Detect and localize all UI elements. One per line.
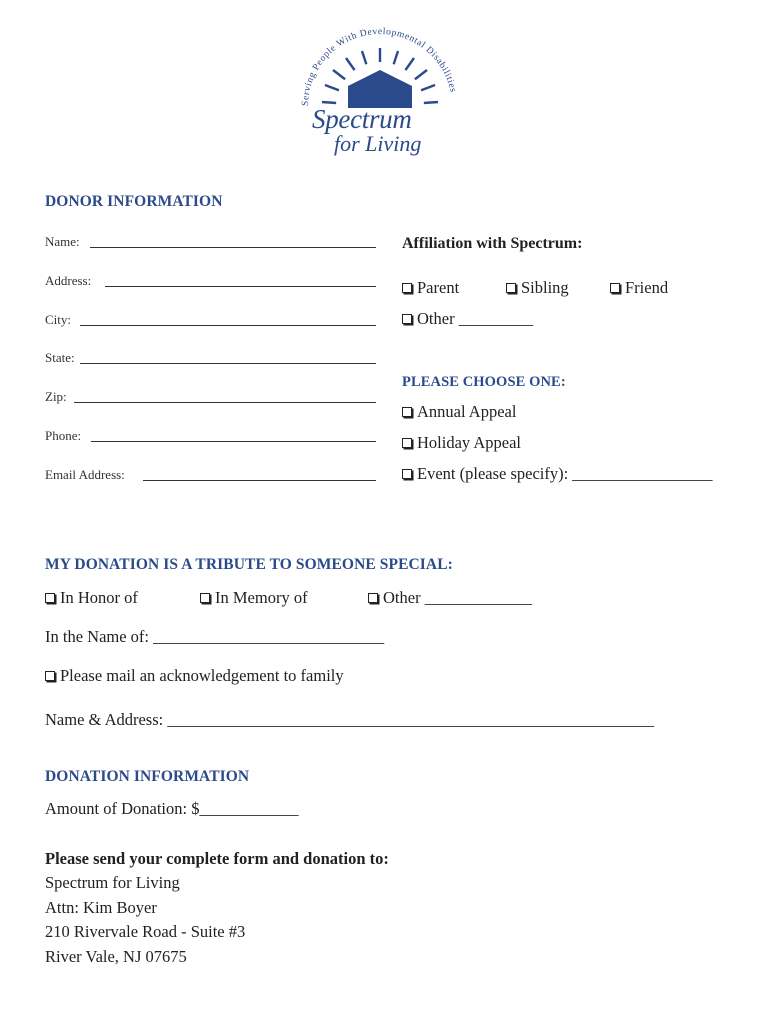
tribute-heading: MY DONATION IS A TRIBUTE TO SOMEONE SPECIAL: xyxy=(45,556,453,573)
annual-label: Annual Appeal xyxy=(417,402,517,421)
address-label: Address: xyxy=(45,273,92,288)
send-line-3: 210 Rivervale Road - Suite #3 xyxy=(45,922,246,941)
parent-label: Parent xyxy=(417,278,460,297)
tribute-other-label: Other _____________ xyxy=(383,588,532,607)
send-line-1: Spectrum for Living xyxy=(45,873,180,892)
other-checkbox[interactable] xyxy=(402,314,412,324)
affiliation-other[interactable] xyxy=(402,309,533,329)
parent-checkbox[interactable] xyxy=(402,283,412,293)
memory-label: In Memory of xyxy=(215,588,308,607)
sibling-checkbox[interactable] xyxy=(506,283,516,293)
name-label: Name: xyxy=(45,234,80,249)
choose-annual[interactable] xyxy=(402,402,516,422)
logo-sunburst-icon xyxy=(290,18,470,118)
honor-checkbox[interactable] xyxy=(45,593,55,603)
phone-field[interactable] xyxy=(91,441,376,442)
city-label: City: xyxy=(45,312,72,327)
zip-label: Zip: xyxy=(45,389,67,404)
tribute-other-checkbox[interactable] xyxy=(368,593,378,603)
name-field[interactable] xyxy=(90,247,376,248)
state-field[interactable] xyxy=(80,363,376,364)
zip-field[interactable] xyxy=(74,402,376,403)
holiday-checkbox[interactable] xyxy=(402,438,412,448)
amount-field[interactable]: Amount of Donation: $____________ xyxy=(45,799,299,818)
mail-ack-label: Please mail an acknowledgement to family xyxy=(60,666,344,685)
logo-title: Spectrum xyxy=(312,104,412,134)
affiliation-parent[interactable] xyxy=(402,278,459,298)
donation-heading: DONATION INFORMATION xyxy=(45,768,250,785)
holiday-label: Holiday Appeal xyxy=(417,433,522,452)
annual-checkbox[interactable] xyxy=(402,407,412,417)
choose-event[interactable] xyxy=(402,464,713,484)
tribute-memory[interactable] xyxy=(200,588,308,608)
affiliation-sibling[interactable] xyxy=(506,278,569,298)
honor-label: In Honor of xyxy=(60,588,138,607)
logo xyxy=(290,18,470,158)
tribute-honor[interactable] xyxy=(45,588,138,608)
donor-heading: DONOR INFORMATION xyxy=(45,193,223,210)
phone-label: Phone: xyxy=(45,428,82,443)
address-field[interactable] xyxy=(105,286,376,287)
choose-holiday[interactable] xyxy=(402,433,521,453)
affiliation-heading: Affiliation with Spectrum: xyxy=(402,235,583,252)
choose-heading: PLEASE CHOOSE ONE: xyxy=(402,374,566,390)
mail-ack[interactable] xyxy=(45,666,344,686)
friend-checkbox[interactable] xyxy=(610,283,620,293)
email-label: Email Address: xyxy=(45,467,125,482)
logo-arc-text: Serving People With Developmental Disabilities xyxy=(300,26,458,107)
city-field[interactable] xyxy=(80,325,376,326)
logo-subtitle: for Living xyxy=(334,131,422,156)
name-address-field[interactable]: Name & Address: ___________________________________________________________ xyxy=(45,710,655,729)
in-name-of-field[interactable]: In the Name of: ____________________________ xyxy=(45,627,385,646)
mail-ack-checkbox[interactable] xyxy=(45,671,55,681)
send-heading: Please send your complete form and donation to: xyxy=(45,849,389,868)
send-line-4: River Vale, NJ 07675 xyxy=(45,947,187,966)
event-checkbox[interactable] xyxy=(402,469,412,479)
friend-label: Friend xyxy=(625,278,669,297)
tribute-other[interactable] xyxy=(368,588,532,608)
sibling-label: Sibling xyxy=(521,278,569,297)
email-field[interactable] xyxy=(143,480,376,481)
other-label: Other _________ xyxy=(417,309,533,328)
affiliation-friend[interactable] xyxy=(610,278,668,298)
send-line-2: Attn: Kim Boyer xyxy=(45,898,157,917)
memory-checkbox[interactable] xyxy=(200,593,210,603)
state-label: State: xyxy=(45,350,75,365)
event-label: Event (please specify): _________________ xyxy=(417,464,713,483)
